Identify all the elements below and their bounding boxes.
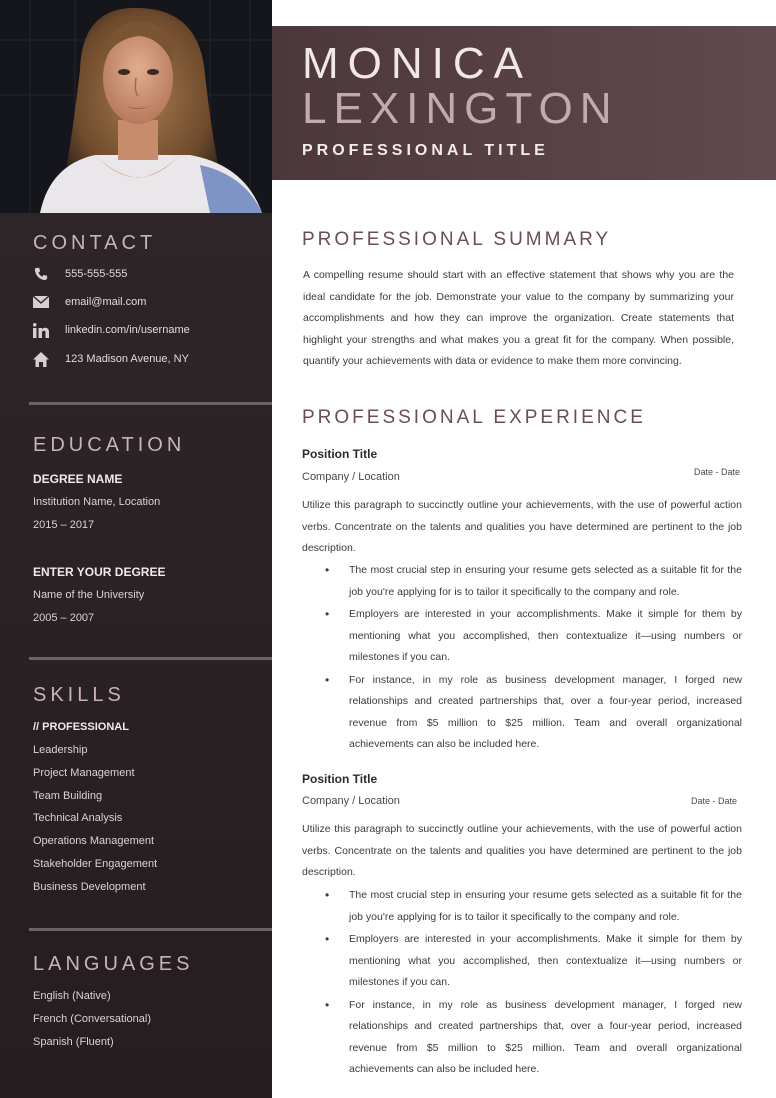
skill-item: Stakeholder Engagement [33,858,158,870]
job-date: Date - Date [691,796,738,806]
profile-photo [0,0,272,213]
language-item: French (Conversational) [33,1013,151,1025]
contact-email-text: email@mail.com [65,296,147,308]
education-degree: DEGREE NAME [33,472,123,486]
job-bullets [302,885,742,1082]
job-bullet: • The most crucial step in ensuring your resume gets selected as a suitable fit for the job you're applying for is to tailor it specifically to the company and role. [302,885,742,928]
job-bullet: • Employers are interested in your accomplishments. Make it simple for them by mentioning what you accomplished, then contextualize it—using numbers or milestones if you can. [302,929,742,994]
education-institution: Name of the University [33,589,145,601]
education-years: 2005 – 2007 [33,612,95,624]
skill-item: Technical Analysis [33,812,123,824]
job-company: Company / Location [302,471,400,483]
contact-address-text: 123 Madison Avenue, NY [65,353,189,365]
job-bullet: • The most crucial step in ensuring your resume gets selected as a suitable fit for the job you're applying for is to tailor it specifically to the company and role. [302,560,742,603]
professional-title: PROFESSIONAL TITLE [302,142,549,159]
skill-item: Team Building [33,790,103,802]
skill-item: Business Development [33,881,146,893]
job-bullet: • Employers are interested in your accomplishments. Make it simple for them by mentioning what you accomplished, then contextualize it—using numbers or milestones if you can. [302,604,742,669]
sidebar-divider [29,402,272,405]
job-bullets [302,560,742,757]
contact-linkedin-text: linkedin.com/in/username [65,324,190,336]
contact-heading: CONTACT [33,232,157,254]
job-bullet: • For instance, in my role as business development manager, I forged new relationships and created partnerships that, over a four-year period, increased revenue from $5 million to $25 million. Team and overall organizational achievements can also be included here. [302,670,742,756]
language-item: English (Native) [33,990,111,1002]
language-item: Spanish (Fluent) [33,1036,114,1048]
skill-item: Leadership [33,744,88,756]
first-name: MONICA [302,39,532,88]
last-name: LEXINGTON [302,84,619,133]
job-description: Utilize this paragraph to succinctly outline your achievements, with the use of powerful action verbs. Concentrate on the talents and qualities you have determined are pertinent to the job description. [302,499,742,554]
home-icon [33,351,49,367]
job-company: Company / Location [302,795,400,807]
sidebar-divider [29,657,272,660]
summary-heading: PROFESSIONAL SUMMARY [302,229,612,250]
contact-linkedin [33,321,190,339]
contact-phone [33,265,127,283]
skill-item: Operations Management [33,835,155,847]
skills-heading: SKILLS [33,684,125,706]
contact-address [33,350,189,368]
experience-heading: PROFESSIONAL EXPERIENCE [302,407,646,428]
skills-subheading: // PROFESSIONAL [33,721,129,733]
skill-item: Project Management [33,767,135,779]
mail-icon [33,294,49,310]
phone-icon [33,266,49,282]
job-bullet: • For instance, in my role as business development manager, I forged new relationships and created partnerships that, over a four-year period, increased revenue from $5 million to $25 million. Team and overall organizational achievements can also be included here. [302,995,742,1081]
job-description: Utilize this paragraph to succinctly outline your achievements, with the use of powerful action verbs. Concentrate on the talents and qualities you have determined are pertinent to the job description. [302,823,742,878]
job-title: Position Title [302,772,378,786]
summary-text: A compelling resume should start with an effective statement that shows why you are the ideal candidate for the job. Demonstrate your value to the company by summarizing your accomplishments and how they can improve the organization. Create statements that highlight your strengths and what makes you a great fit for the company. When possible, quantify your achievements with data or evidence to make them more convincing. [303,269,734,367]
education-degree: ENTER YOUR DEGREE [33,565,166,579]
languages-heading: LANGUAGES [33,953,194,975]
job-title: Position Title [302,447,378,461]
contact-phone-text: 555-555-555 [65,268,128,280]
linkedin-icon [33,322,49,338]
education-institution: Institution Name, Location [33,496,161,508]
education-years: 2015 – 2017 [33,519,95,531]
education-heading: EDUCATION [33,434,186,456]
job-date: Date - Date [694,467,741,477]
contact-email [33,293,146,311]
sidebar-divider [29,928,272,931]
